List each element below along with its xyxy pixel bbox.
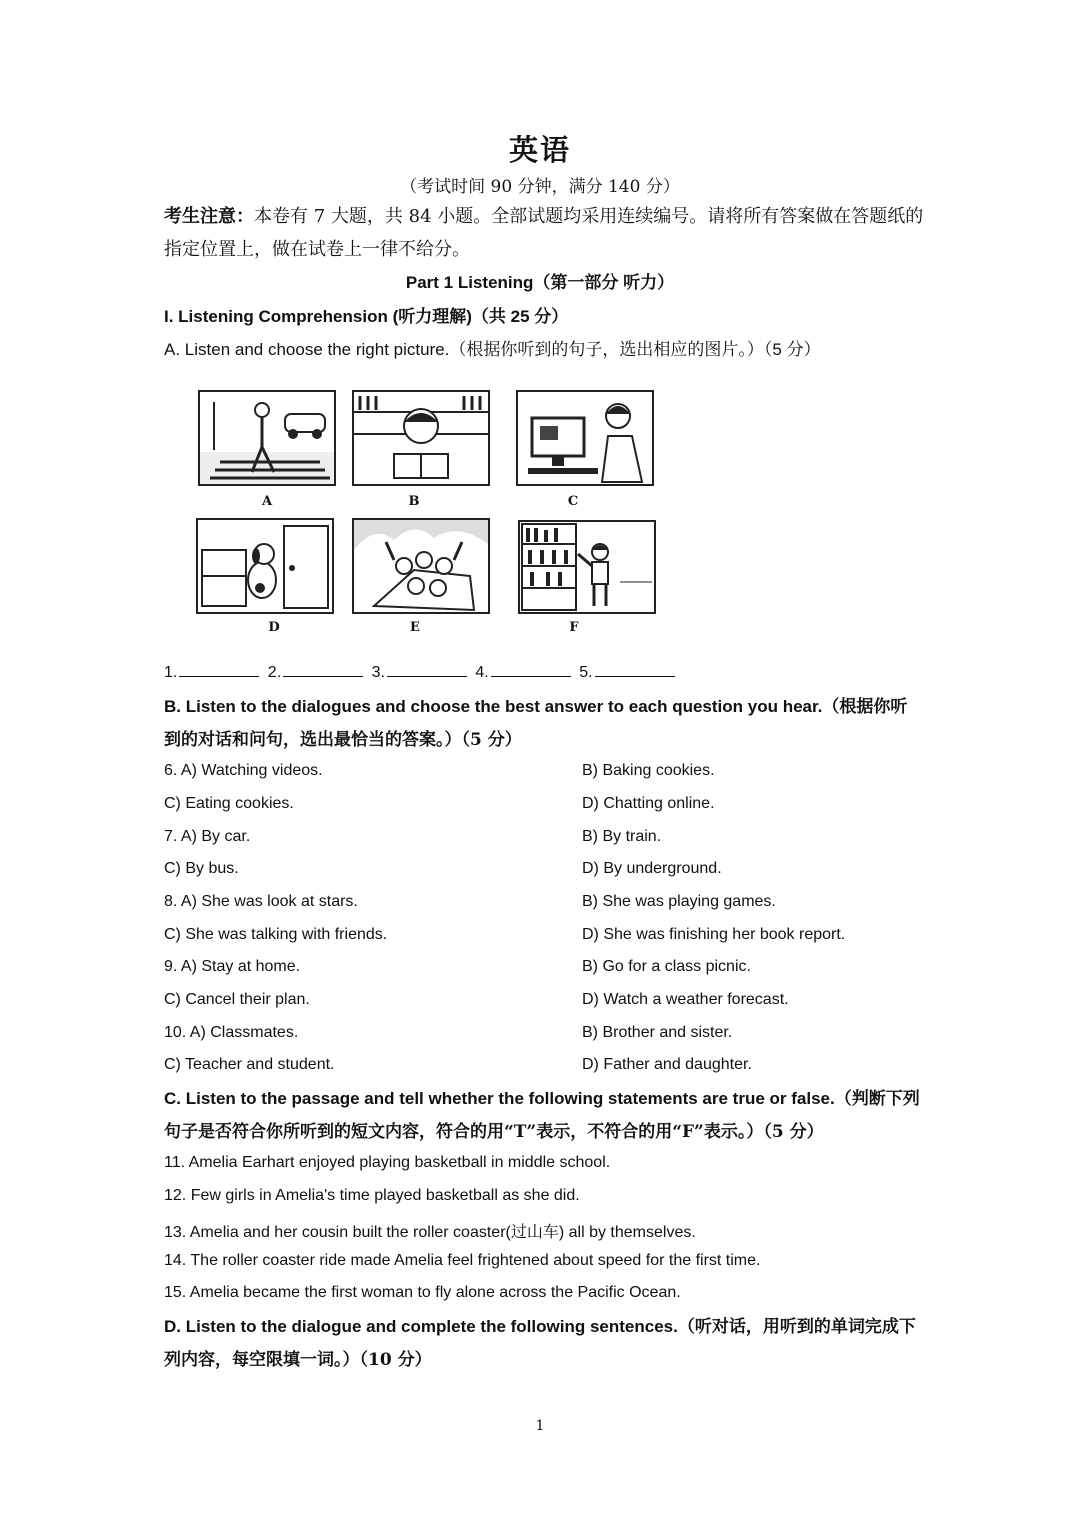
answer-blank-3[interactable]: [387, 662, 467, 677]
dog-opening-door-picture: [196, 518, 334, 614]
blank-label-1: 1.: [164, 664, 178, 681]
statement-12: 12. Few girls in Amelia's time played basketball as she did.: [164, 1187, 580, 1204]
statement-14: 14. The roller coaster ride made Amelia feel frightened about speed for the first time.: [164, 1252, 761, 1269]
q7-option-a: 7. A) By car.: [164, 828, 251, 845]
section-D-english: D. Listen to the dialogue and complete the following sentences.: [164, 1317, 678, 1336]
statement-11: 11. Amelia Earhart enjoyed playing basketball in middle school.: [164, 1154, 611, 1171]
notice-paragraph: [164, 200, 924, 266]
answer-blank-2[interactable]: [283, 662, 363, 677]
q6-option-a: 6. A) Watching videos.: [164, 762, 323, 779]
section-C-chinese: （判断下列句子是否符合你所听到的短文内容，符合的用“T”表示，不符合的用“F”表示。）（5 分）: [164, 1089, 920, 1142]
blank-label-4: 4.: [475, 664, 489, 681]
blank-label-5: 5.: [579, 664, 593, 681]
page-number: 1: [535, 1418, 545, 1434]
section-B-heading: [164, 690, 924, 757]
q6-option-d: D) Chatting online.: [582, 795, 715, 812]
boy-reading-library-picture: [352, 390, 490, 486]
picture-label-D: D: [268, 620, 280, 635]
section-I-heading: I. Listening Comprehension (听力理解)（共 25 分）: [164, 307, 569, 326]
section-B-chinese: （根据你听到的对话和问句，选出最恰当的答案。）（5 分）: [164, 697, 908, 750]
q7-option-d: D) By underground.: [582, 860, 722, 877]
statement-15: 15. Amelia became the first woman to fly alone across the Pacific Ocean.: [164, 1284, 681, 1301]
exam-subtitle: （考试时间 90 分钟，满分 140 分）: [400, 177, 680, 197]
answer-blank-1[interactable]: [179, 662, 259, 677]
picture-label-E: E: [410, 620, 420, 635]
q10-option-a: 10. A) Classmates.: [164, 1024, 299, 1041]
q10-option-d: D) Father and daughter.: [582, 1056, 752, 1073]
section-D-heading: [164, 1310, 924, 1377]
section-A-heading: A. Listen and choose the right picture.（根据你听到的句子，选出相应的图片。）（5 分）: [164, 340, 821, 359]
q8-option-a: 8. A) She was look at stars.: [164, 893, 358, 910]
notice-label: 考生注意：: [164, 206, 254, 227]
man-at-computer-picture: [516, 390, 654, 486]
section-B-english: B. Listen to the dialogues and choose the best answer to each question you hear.: [164, 697, 823, 716]
q7-option-b: B) By train.: [582, 828, 662, 845]
child-at-bookshelf-picture: [518, 520, 656, 614]
section-D-chinese: （听对话，用听到的单词完成下列内容，每空限填一词。）（10 分）: [164, 1317, 916, 1370]
answer-blank-5[interactable]: [595, 662, 675, 677]
section-C-english: C. Listen to the passage and tell whether the following statements are true or false.: [164, 1089, 835, 1108]
q8-option-d: D) She was finishing her book report.: [582, 926, 846, 943]
q6-option-c: C) Eating cookies.: [164, 795, 294, 812]
part-heading: Part 1 Listening（第一部分 听力）: [405, 273, 675, 292]
group-picnic-picture: [352, 518, 490, 614]
section-C-heading: [164, 1082, 924, 1149]
q9-option-d: D) Watch a weather forecast.: [582, 991, 789, 1008]
q9-option-a: 9. A) Stay at home.: [164, 958, 301, 975]
answer-blank-4[interactable]: [491, 662, 571, 677]
blank-label-3: 3.: [371, 664, 385, 681]
answer-blanks: [164, 662, 679, 682]
q9-option-c: C) Cancel their plan.: [164, 991, 310, 1008]
q7-option-c: C) By bus.: [164, 860, 239, 877]
statement-13: 13. Amelia and her cousin built the roller coaster(过山车) all by themselves.: [164, 1224, 696, 1241]
q10-option-c: C) Teacher and student.: [164, 1056, 335, 1073]
q8-option-b: B) She was playing games.: [582, 893, 776, 910]
blank-label-2: 2.: [267, 664, 282, 681]
picture-label-C: C: [567, 494, 579, 509]
picture-label-A: A: [261, 494, 273, 509]
picture-label-B: B: [408, 494, 420, 509]
q8-option-c: C) She was talking with friends.: [164, 926, 388, 943]
notice-text: 本卷有 7 大题，共 84 小题。全部试题均采用连续编号。请将所有答案做在答题纸的指定位置上，做在试卷上一律不给分。: [164, 206, 924, 260]
q10-option-b: B) Brother and sister.: [582, 1024, 733, 1041]
q9-option-b: B) Go for a class picnic.: [582, 958, 751, 975]
boy-crossing-street-picture: [198, 390, 336, 486]
q6-option-b: B) Baking cookies.: [582, 762, 715, 779]
picture-label-F: F: [569, 620, 579, 635]
exam-title: 英语: [508, 133, 571, 167]
